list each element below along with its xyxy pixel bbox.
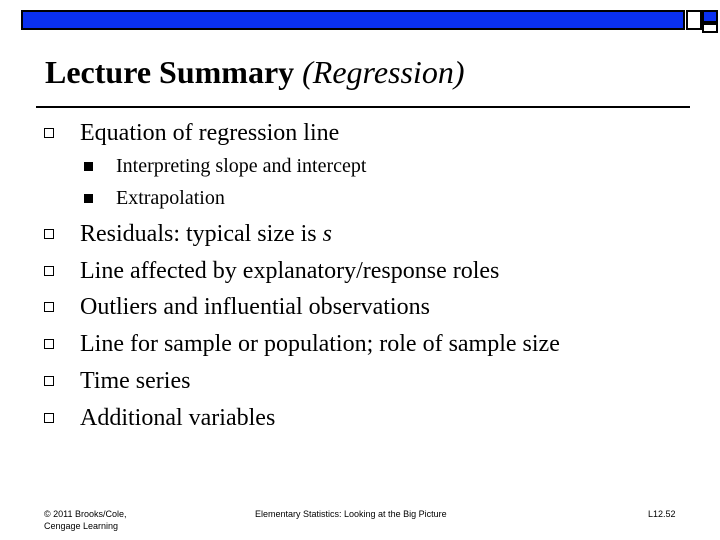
hollow-square-bullet-icon	[44, 128, 54, 138]
bullet-item: Line for sample or population; role of sample size	[80, 331, 560, 357]
filled-square-bullet-icon	[84, 194, 93, 203]
bullet-item: Line affected by explanatory/response roles	[80, 258, 500, 284]
bullet-item: Time series	[80, 368, 191, 394]
bullet-item: Additional variables	[80, 405, 276, 431]
header-blue-bar	[21, 10, 685, 30]
header-decoration-bar	[21, 10, 718, 34]
hollow-square-bullet-icon	[44, 229, 54, 239]
bullet-item: Outliers and influential observations	[80, 294, 430, 320]
bullet-text-italic: s	[322, 221, 332, 247]
slide-title	[45, 52, 464, 92]
sub-bullet-item: Interpreting slope and intercept	[116, 155, 367, 177]
bullet-item: Equation of regression line	[80, 120, 340, 146]
slide-title-main: Lecture Summary	[45, 54, 295, 90]
hollow-square-bullet-icon	[44, 413, 54, 423]
filled-square-bullet-icon	[84, 162, 93, 171]
footer-copyright-line1: © 2011 Brooks/Cole,	[44, 509, 127, 519]
header-corner-box	[686, 10, 702, 30]
header-corner-box-blue	[702, 10, 718, 23]
hollow-square-bullet-icon	[44, 266, 54, 276]
header-corner-box-small	[702, 23, 718, 33]
footer-page-ref: L12.52	[648, 509, 676, 519]
bullet-item	[80, 219, 332, 249]
hollow-square-bullet-icon	[44, 339, 54, 349]
title-divider	[36, 106, 690, 108]
footer-copyright	[44, 508, 127, 532]
hollow-square-bullet-icon	[44, 302, 54, 312]
hollow-square-bullet-icon	[44, 376, 54, 386]
slide-title-paren: (Regression)	[302, 54, 465, 90]
sub-bullet-item: Extrapolation	[116, 187, 225, 209]
footer-copyright-line2: Cengage Learning	[44, 521, 119, 531]
footer-book-title: Elementary Statistics: Looking at the Big Picture	[255, 509, 447, 519]
bullet-text: Residuals: typical size is	[80, 221, 323, 247]
